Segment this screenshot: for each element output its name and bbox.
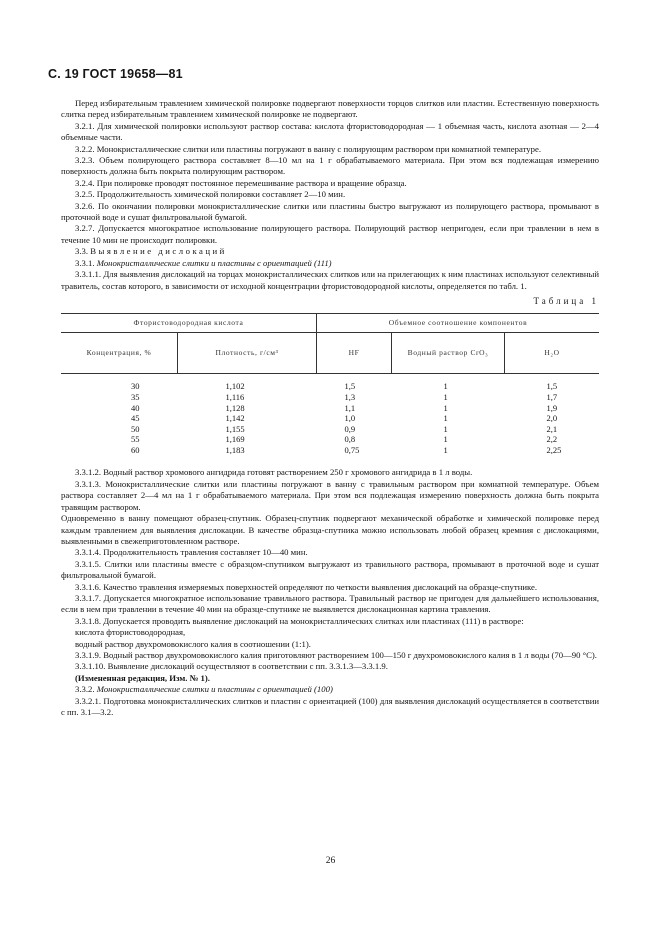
table-header-cro3: Водный раствор CrO₃: [392, 333, 505, 374]
cell-h2o: 1,9: [546, 402, 558, 413]
table-header-density: Плотность, г/см³: [178, 333, 317, 374]
cell-hf: 0,8: [344, 434, 356, 445]
paragraph-3-2-5: 3.2.5. Продолжительность химической полировки составляет 2—10 мин.: [75, 189, 346, 200]
paragraph-3-3-1-2: 3.3.1.2. Водный раствор хромового ангидрида готовят растворением 250 г хромового ангидрида в 1 л воды.: [75, 467, 473, 478]
table-row: [61, 392, 599, 403]
amendment-note: (Измененная редакция, Изм. № 1).: [75, 672, 210, 683]
cell-density: 1,183: [225, 444, 245, 455]
cell-hf: 0,9: [344, 423, 356, 434]
paragraph-3-3-1-7: 3.3.1.7. Допускается многократное использование травильного раствора. Травильный раствор не пригоден для дальнейшего использования, если в нем при травлении в течение 40 мин на образце-спутнике не выявляется дислокационная картина травления.: [61, 592, 599, 615]
cell-hf: 0,75: [344, 444, 360, 455]
table-row: [61, 413, 599, 424]
paragraph-3-2-7: 3.2.7. Допускается многократное использование полирующего раствора. Полирующий раствор непригоден, если при травлении в нем в течение 10 мин не происходит полировки.: [61, 223, 599, 245]
table-row: [61, 424, 599, 435]
cell-hf: 1,5: [344, 381, 356, 392]
subsection-heading-3-3-2: [61, 684, 599, 695]
subsection-heading-3-3-1: [61, 258, 599, 269]
cell-cro3: 1: [443, 444, 448, 455]
cell-density: 1,142: [225, 413, 245, 424]
cell-hf: 1,0: [344, 413, 356, 424]
cell-concentration: 30: [131, 381, 140, 392]
paragraph-3-3-1-5: 3.3.1.5. Слитки или пластины вместе с образцом-спутником выгружают из травильного раствора, промывают в проточной воде и сушат фильтровальной бумагой.: [61, 558, 599, 581]
document-body: [61, 98, 599, 718]
cell-concentration: 40: [131, 402, 140, 413]
table-caption: Таблица 1: [533, 295, 599, 306]
solution-component-1: кислота фтористоводородная,: [75, 627, 186, 638]
paragraph-3-3-1-9: 3.3.1.9. Водный раствор двухромовокислого калия приготовляют растворением 100—150 г двухромовокислого калия в 1 л воды (70—90 °С).: [75, 649, 597, 660]
cell-h2o: 1,5: [546, 381, 558, 392]
subsection-title: Монокристаллические слитки и пластины с ориентацией (100): [96, 684, 333, 695]
section-heading-3-3: [61, 246, 599, 257]
cell-cro3: 1: [443, 391, 448, 402]
section-title: Выявление дислокаций: [90, 246, 227, 257]
table-row: [61, 445, 599, 456]
cell-cro3: 1: [443, 381, 448, 392]
cell-h2o: 2,25: [546, 444, 562, 455]
cell-hf: 1,3: [344, 391, 356, 402]
table-row: [61, 374, 599, 392]
page-number: 26: [325, 856, 336, 866]
subsection-number: 3.3.1.: [75, 257, 95, 268]
cell-concentration: 55: [131, 434, 140, 445]
page-header: С. 19 ГОСТ 19658—81: [48, 67, 183, 81]
paragraph-3-3-1-8: 3.3.1.8. Допускается проводить выявление дислокаций на монокристаллических слитках или пластинах (111) в растворе:: [75, 615, 524, 626]
cell-density: 1,102: [225, 381, 245, 392]
table-group-hf-acid: Фтористоводородная кислота: [61, 314, 317, 333]
subsection-number: 3.3.2.: [75, 684, 95, 695]
subsection-title: Монокристаллические слитки и пластины с ориентацией (111): [96, 257, 332, 268]
paragraph-intro: Перед избирательным травлением химической полировке подвергают поверхности торцов слитков или пластин. Естественную поверхность слитка перед избирательным травлением химической полировке не подвергают.: [61, 98, 599, 120]
paragraph-3-3-2-1: 3.3.2.1. Подготовка монокристаллических слитков и пластин с ориентацией (100) для выявления дислокаций осуществляется в соответствии с пп. 3.1—3.2.: [61, 695, 599, 717]
cell-density: 1,155: [225, 423, 245, 434]
cell-density: 1,116: [225, 391, 245, 402]
cell-hf: 1,1: [344, 402, 356, 413]
table-group-ratio: Объемное соотношение компонентов: [317, 314, 600, 333]
cell-cro3: 1: [443, 402, 448, 413]
cell-density: 1,128: [225, 402, 245, 413]
paragraph-3-2-2: 3.2.2. Монокристаллические слитки или пластины погружают в ванну с полирующим раствором при комнатной температуре.: [75, 143, 541, 154]
paragraph-satellite-sample: Одновременно в ванну помещают образец-спутник. Образец-спутник подвергают механической обработке и химической полировке перед каждым травлением для выявления дислокации. В качестве образца-спутника можно использовать любой образец кремния с дислокациями, выявленными в свежеприготовленном растворе.: [61, 513, 599, 546]
paragraph-3-2-3: 3.2.3. Объем полирующего раствора составляет 8—10 мл на 1 г обрабатываемого материала. При этом вся подлежащая измерению поверхность должна быть покрыта полирующим раствором.: [61, 155, 599, 177]
table-row: [61, 403, 599, 414]
paragraph-3-3-1-10: 3.3.1.10. Выявление дислокаций осуществляют в соответствии с пп. 3.3.1.3—3.3.1.9.: [75, 661, 388, 672]
cell-h2o: 2,1: [546, 423, 558, 434]
etchant-table: [61, 313, 599, 455]
paragraph-3-3-1-3: 3.3.1.3. Монокристаллические слитки или пластины погружают в ванну с травильным раствором при комнатной температуре. Объем раствора составляет 2—4 мл на 1 г обрабатываемого материала. При этом вся подлежащая измерению поверхность должна быть покрыта травящим раствором.: [61, 478, 599, 512]
table-row: [61, 434, 599, 445]
solution-component-2: водный раствор двухромовокислого калия в соотношении (1:1).: [75, 638, 311, 649]
paragraph-3-2-4: 3.2.4. При полировке проводят постоянное перемешивание раствора и вращение образца.: [75, 177, 407, 188]
table-header-h2o: H₂O: [505, 333, 600, 374]
cell-h2o: 2,0: [546, 413, 558, 424]
cell-density: 1,169: [225, 434, 245, 445]
cell-concentration: 60: [131, 444, 140, 455]
cell-cro3: 1: [443, 423, 448, 434]
cell-concentration: 45: [131, 413, 140, 424]
paragraph-3-2-6: 3.2.6. По окончании полировки монокристаллические слитки или пластины быстро выгружают из полирующего раствора, промывают в проточной воде и сушат фильтровальной бумагой.: [61, 200, 599, 223]
paragraph-3-3-1-1: 3.3.1.1. Для выявления дислокаций на торцах монокристаллических слитков или на прилегающих к ним пластинах используют селективный травитель, состав которого, в зависимости от исходной концентрации фтористоводородной кислоты, определяется по табл. 1.: [61, 269, 599, 291]
paragraph-3-2-1: 3.2.1. Для химической полировки используют раствор состава: кислота фтористоводородная — 1 объемная часть, кислота азотная — 2—4 объемные части.: [61, 120, 599, 143]
cell-concentration: 35: [131, 391, 140, 402]
cell-h2o: 2,2: [546, 434, 558, 445]
table-header-concentration: Концентрация, %: [61, 333, 178, 374]
section-number: 3.3.: [75, 246, 89, 257]
table-header-hf: HF: [317, 333, 392, 374]
cell-concentration: 50: [131, 423, 140, 434]
cell-h2o: 1,7: [546, 391, 558, 402]
cell-cro3: 1: [443, 434, 448, 445]
paragraph-3-3-1-6: 3.3.1.6. Качество травления измеряемых поверхностей определяют по четкости выявления дислокаций на образце-спутнике.: [75, 581, 538, 592]
paragraph-3-3-1-4: 3.3.1.4. Продолжительность травления составляет 10—40 мин.: [75, 547, 308, 558]
cell-cro3: 1: [443, 413, 448, 424]
